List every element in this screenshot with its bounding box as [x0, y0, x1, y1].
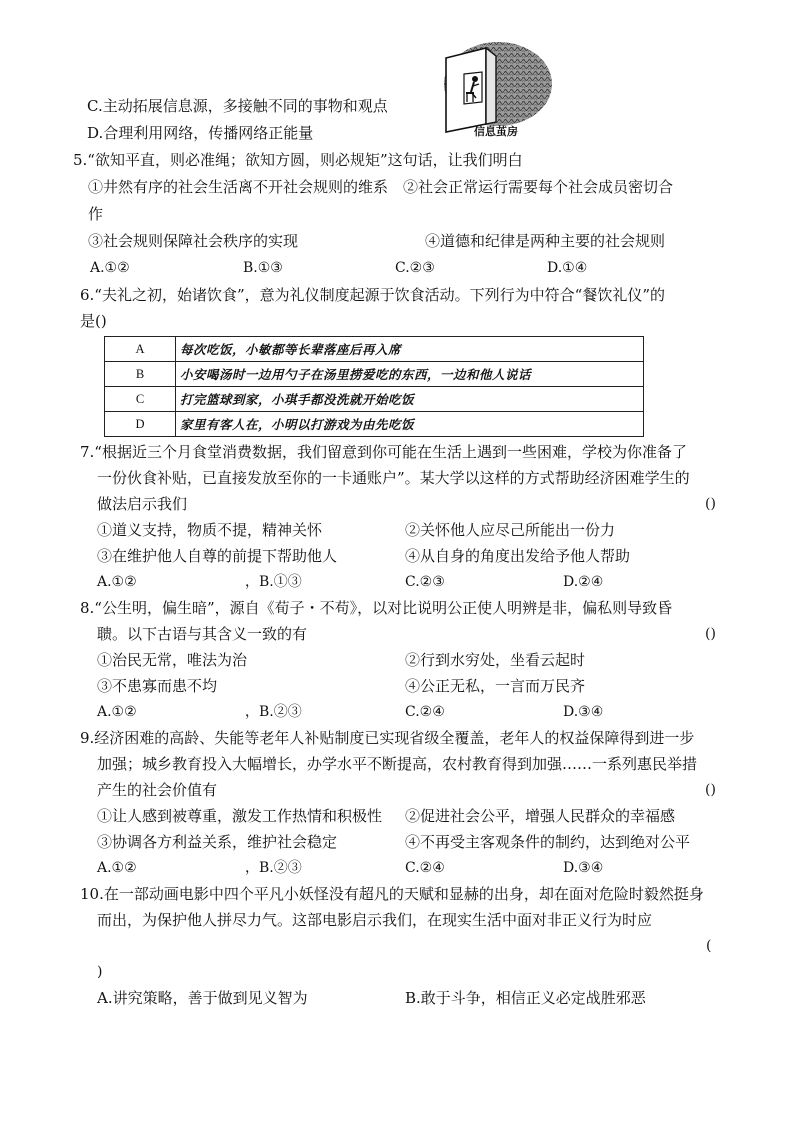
q7-statement-1: ①道义支持，物质不提，精神关怀 — [97, 521, 323, 539]
q6-row-key: D — [105, 412, 176, 437]
q10-paren-open: ( — [706, 938, 712, 954]
q10-stem-line1: 10.在一部动画电影中四个平凡小妖怪没有超凡的天赋和显赫的出身，却在面对危险时毅然挺身 — [80, 885, 704, 903]
cartoon-caption: 信息茧房 — [474, 125, 518, 138]
q7-statement-2: ②关怀他人应尽己所能出一份力 — [405, 521, 616, 539]
q9-option-a: A.①② — [97, 860, 137, 876]
q6-row-text: 家里有客人在，小明以打游戏为由先吃饭 — [176, 412, 644, 437]
q4-option-c: C.主动拓展信息源，多接触不同的事物和观点 — [87, 97, 388, 115]
q7-option-c: C.②③ — [405, 574, 445, 590]
q5-statement-4: ④道德和纪律是两种主要的社会规则 — [425, 232, 666, 250]
q5-statement-3: ③社会规则保障社会秩序的实现 — [88, 232, 299, 250]
q8-statement-4: ④公正无私，一言而万民齐 — [405, 677, 586, 695]
q5-option-b: B.①③ — [243, 260, 283, 276]
q5-option-d: D.①④ — [547, 260, 588, 276]
q8-statement-1: ①治民无常，唯法为治 — [97, 651, 248, 669]
table-row — [105, 337, 644, 362]
q7-option-d: D.②④ — [563, 574, 604, 590]
q9-stem-line3: 产生的社会价值有 — [97, 781, 218, 799]
q6-stem-line1: 6.“夫礼之初，始诸饮食”，意为礼仪制度起源于饮食活动。下列行为中符合“餐饮礼仪”的 — [80, 286, 665, 304]
q5-option-c: C.②③ — [395, 260, 435, 276]
q9-statement-2: ②促进社会公平，增强人民群众的幸福感 — [405, 807, 676, 825]
q8-option-a: A.①② — [97, 704, 137, 720]
q8-option-d: D.③④ — [563, 704, 604, 720]
q7-statement-3: ③在维护他人自尊的前提下帮助他人 — [97, 547, 338, 565]
q8-option-c: C.②④ — [405, 704, 445, 720]
q4-option-d: D.合理利用网络，传播网络正能量 — [87, 124, 314, 142]
table-row — [105, 362, 644, 387]
q10-option-a: A.讲究策略，善于做到见义智为 — [97, 989, 308, 1007]
q9-statement-4: ④不再受主客观条件的制约，达到绝对公平 — [405, 833, 691, 851]
q6-row-text: 每次吃饭，小敏都等长辈落座后再入席 — [176, 337, 644, 362]
q9-answer-paren: () — [705, 782, 716, 798]
q9-option-d: D.③④ — [563, 860, 604, 876]
q9-statement-1: ①让人感到被尊重，激发工作热情和积极性 — [97, 807, 383, 825]
q7-stem-line2: 一份伙食补贴，已直接发放至你的一卡通账户”。某大学以这样的方式帮助经济困难学生的 — [97, 469, 690, 487]
q8-option-b: ，B.②③ — [245, 704, 302, 720]
table-row — [105, 412, 644, 437]
q6-row-text: 小安喝汤时一边用勺子在汤里捞爱吃的东西，一边和他人说话 — [176, 362, 644, 387]
q5-stem: 5.“欲知平直，则必准绳；欲知方圆，则必规矩”这句话，让我们明白 — [73, 151, 523, 169]
q7-answer-paren: () — [705, 496, 716, 512]
q5-option-a: A.①② — [90, 260, 130, 276]
q10-paren-close: ) — [97, 964, 103, 980]
table-row — [105, 387, 644, 412]
q8-statement-2: ②行到水穷处，坐看云起时 — [405, 651, 586, 669]
q6-row-key: A — [105, 337, 176, 362]
q8-stem-line1: 8.“公生明，偏生暗”，源自《荀子・不苟》，以对比说明公正使人明辨是非，偏私则导致昏 — [80, 599, 673, 617]
q6-row-key: B — [105, 362, 176, 387]
q6-row-key: C — [105, 387, 176, 412]
q9-stem-line2: 加强；城乡教育投入大幅增长，办学水平不断提高，农村教育得到加强……一系列惠民举措 — [97, 755, 698, 773]
q6-row-text: 打完篮球到家，小琪手都没洗就开始吃饭 — [176, 387, 644, 412]
q7-option-b: ，B.①③ — [245, 574, 302, 590]
q10-stem-line2: 而出，为保护他人拼尽力气。这部电影启示我们，在现实生活中面对非正义行为时应 — [97, 911, 653, 929]
q9-statement-3: ③协调各方利益关系，维护社会稳定 — [97, 833, 338, 851]
q8-statement-3: ③不患寡而患不均 — [97, 677, 218, 695]
q6-stem-line2: 是() — [80, 312, 107, 330]
q5-statement-2-cont: 作 — [88, 205, 104, 223]
q9-option-b: ，B.②③ — [245, 860, 302, 876]
q8-stem-line2: 聩。以下古语与其含义一致的有 — [97, 625, 308, 643]
q8-answer-paren: () — [705, 626, 716, 642]
q6-options-table — [104, 336, 644, 437]
q7-stem-line1: 7.“根据近三个月食堂消费数据，我们留意到你可能在生活上遇到一些困难，学校为你准备了 — [80, 443, 687, 461]
q7-statement-4: ④从自身的角度出发给予他人帮助 — [405, 547, 631, 565]
q9-stem-line1: 9.经济困难的高龄、失能等老年人补贴制度已实现省级全覆盖，老年人的权益保障得到进一步 — [80, 729, 695, 747]
q9-option-c: C.②④ — [405, 860, 445, 876]
q7-stem-line3: 做法启示我们 — [97, 495, 188, 513]
q7-option-a: A.①② — [97, 574, 137, 590]
q5-statement-1-2: ①井然有序的社会生活离不开社会规则的维系 ②社会正常运行需要每个社会成员密切合 — [88, 178, 674, 196]
q10-option-b: B.敢于斗争，相信正义必定战胜邪恶 — [405, 989, 646, 1007]
